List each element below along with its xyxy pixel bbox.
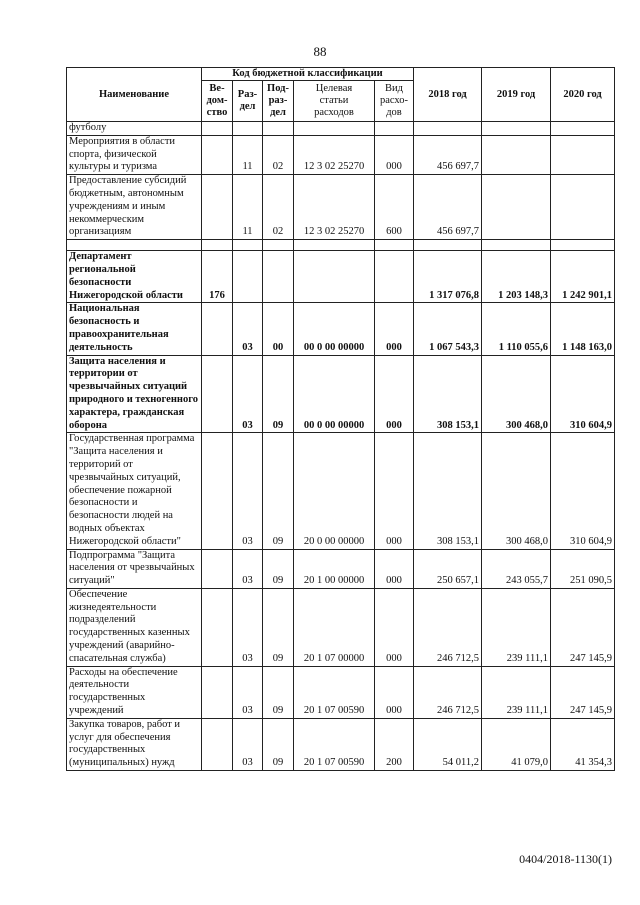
row-section: 03: [233, 666, 263, 718]
row-section: [233, 240, 263, 251]
row-subsection: 02: [263, 135, 294, 174]
row-department: [202, 355, 233, 433]
row-section: 11: [233, 175, 263, 240]
row-section: 03: [233, 718, 263, 770]
row-target: 20 1 07 00590: [294, 718, 375, 770]
row-target: [294, 251, 375, 303]
row-section: 03: [233, 588, 263, 666]
row-2018: [414, 122, 482, 136]
header-section: Раз- дел: [233, 81, 263, 122]
row-2020: 247 145,9: [551, 588, 615, 666]
row-2019: 243 055,7: [482, 549, 551, 588]
row-expense-type: [375, 240, 414, 251]
row-2019: [482, 240, 551, 251]
row-2019: 1 203 148,3: [482, 251, 551, 303]
row-department: [202, 718, 233, 770]
row-subsection: [263, 122, 294, 136]
row-expense-type: 000: [375, 135, 414, 174]
row-subsection: 09: [263, 549, 294, 588]
page-number: 88: [313, 44, 327, 59]
row-name: [67, 240, 202, 251]
row-target: 00 0 00 00000: [294, 355, 375, 433]
row-subsection: 00: [263, 303, 294, 355]
row-expense-type: [375, 251, 414, 303]
row-target: 00 0 00 00000: [294, 303, 375, 355]
row-name: Защита населения и территории от чрезвычайных ситуаций природного и техногенного характера, гражданская оборона: [67, 355, 202, 433]
header-2020: 2020 год: [551, 68, 615, 122]
row-target: 20 0 00 00000: [294, 433, 375, 549]
row-2019: [482, 175, 551, 240]
row-section: 03: [233, 433, 263, 549]
row-2019: 41 079,0: [482, 718, 551, 770]
row-2020: 251 090,5: [551, 549, 615, 588]
table-row: [67, 355, 615, 433]
row-expense-type: 600: [375, 175, 414, 240]
row-target: 20 1 00 00000: [294, 549, 375, 588]
row-2019: [482, 135, 551, 174]
row-expense-type: 000: [375, 303, 414, 355]
row-subsection: 09: [263, 433, 294, 549]
row-2020: 247 145,9: [551, 666, 615, 718]
row-section: 03: [233, 549, 263, 588]
header-2018: 2018 год: [414, 68, 482, 122]
table-row: [67, 718, 615, 770]
row-expense-type: 000: [375, 549, 414, 588]
row-2019: 239 111,1: [482, 666, 551, 718]
row-expense-type: 000: [375, 666, 414, 718]
row-name: Национальная безопасность и правоохранительная деятельность: [67, 303, 202, 355]
row-expense-type: 000: [375, 355, 414, 433]
row-2019: 300 468,0: [482, 355, 551, 433]
row-name: Департамент региональной безопасности Нижегородской области: [67, 251, 202, 303]
row-target: 20 1 07 00590: [294, 666, 375, 718]
table-row: [67, 303, 615, 355]
row-department: [202, 666, 233, 718]
row-2018: 308 153,1: [414, 433, 482, 549]
row-2018: 250 657,1: [414, 549, 482, 588]
row-name: Обеспечение жизнедеятельности подразделений государственных казенных учреждений (аварийно-спасательная служба): [67, 588, 202, 666]
header-subsection: Под- раз- дел: [263, 81, 294, 122]
row-target: 12 3 02 25270: [294, 135, 375, 174]
row-section: 11: [233, 135, 263, 174]
row-department: [202, 588, 233, 666]
table-row: [67, 666, 615, 718]
row-2019: 300 468,0: [482, 433, 551, 549]
row-2020: [551, 122, 615, 136]
spacer-row: [67, 240, 615, 251]
row-section: 03: [233, 303, 263, 355]
header-expense-type: Вид расхо- дов: [375, 81, 414, 122]
table-row: [67, 175, 615, 240]
row-2020: 1 242 901,1: [551, 251, 615, 303]
row-2018: 246 712,5: [414, 588, 482, 666]
row-subsection: [263, 251, 294, 303]
row-2020: 310 604,9: [551, 355, 615, 433]
row-2018: 1 067 543,3: [414, 303, 482, 355]
row-expense-type: 000: [375, 433, 414, 549]
row-department: 176: [202, 251, 233, 303]
budget-table: [66, 67, 615, 771]
table-row: [67, 433, 615, 549]
row-subsection: 09: [263, 666, 294, 718]
row-2018: [414, 240, 482, 251]
row-2020: 310 604,9: [551, 433, 615, 549]
row-name: футболу: [67, 122, 202, 136]
row-target: 20 1 07 00000: [294, 588, 375, 666]
header-name: Наименование: [67, 68, 202, 122]
row-2019: 1 110 055,6: [482, 303, 551, 355]
row-section: 03: [233, 355, 263, 433]
row-subsection: 09: [263, 588, 294, 666]
row-subsection: 09: [263, 718, 294, 770]
row-2018: 308 153,1: [414, 355, 482, 433]
row-2019: 239 111,1: [482, 588, 551, 666]
row-expense-type: 000: [375, 588, 414, 666]
row-2018: 456 697,7: [414, 175, 482, 240]
row-2019: [482, 122, 551, 136]
table-row: [67, 549, 615, 588]
table-row: [67, 251, 615, 303]
row-2020: [551, 175, 615, 240]
row-2020: [551, 240, 615, 251]
table-row: [67, 135, 615, 174]
header-budget-code: Код бюджетной классификации: [202, 68, 414, 81]
row-name: Расходы на обеспечение деятельности государственных учреждений: [67, 666, 202, 718]
row-department: [202, 303, 233, 355]
row-department: [202, 240, 233, 251]
row-expense-type: [375, 122, 414, 136]
header-2019: 2019 год: [482, 68, 551, 122]
row-subsection: 02: [263, 175, 294, 240]
row-department: [202, 135, 233, 174]
row-department: [202, 433, 233, 549]
row-2020: 41 354,3: [551, 718, 615, 770]
row-2018: 54 011,2: [414, 718, 482, 770]
row-section: [233, 251, 263, 303]
row-department: [202, 549, 233, 588]
row-expense-type: 200: [375, 718, 414, 770]
row-name: Предоставление субсидий бюджетным, автономным учреждениям и иным некоммерческим организациям: [67, 175, 202, 240]
row-target: [294, 240, 375, 251]
row-2018: 246 712,5: [414, 666, 482, 718]
row-name: Закупка товаров, работ и услуг для обеспечения государственных (муниципальных) нужд: [67, 718, 202, 770]
document-code: 0404/2018-1130(1): [519, 852, 612, 866]
row-target: 12 3 02 25270: [294, 175, 375, 240]
row-name: Государственная программа "Защита населения и территорий от чрезвычайных ситуаций, обеспечение пожарной безопасности и безопасности людей на водных объектах Нижегородской области": [67, 433, 202, 549]
header-target: Целевая статьи расходов: [294, 81, 375, 122]
row-2018: 1 317 076,8: [414, 251, 482, 303]
row-2020: 1 148 163,0: [551, 303, 615, 355]
row-department: [202, 122, 233, 136]
table-body: [67, 122, 615, 771]
row-department: [202, 175, 233, 240]
row-name: Подпрограмма "Защита населения от чрезвычайных ситуаций": [67, 549, 202, 588]
row-2020: [551, 135, 615, 174]
row-section: [233, 122, 263, 136]
header-department: Ве- дом- ство: [202, 81, 233, 122]
row-2018: 456 697,7: [414, 135, 482, 174]
row-name: Мероприятия в области спорта, физической культуры и туризма: [67, 135, 202, 174]
row-subsection: 09: [263, 355, 294, 433]
row-subsection: [263, 240, 294, 251]
table-row: [67, 122, 615, 136]
row-target: [294, 122, 375, 136]
table-row: [67, 588, 615, 666]
